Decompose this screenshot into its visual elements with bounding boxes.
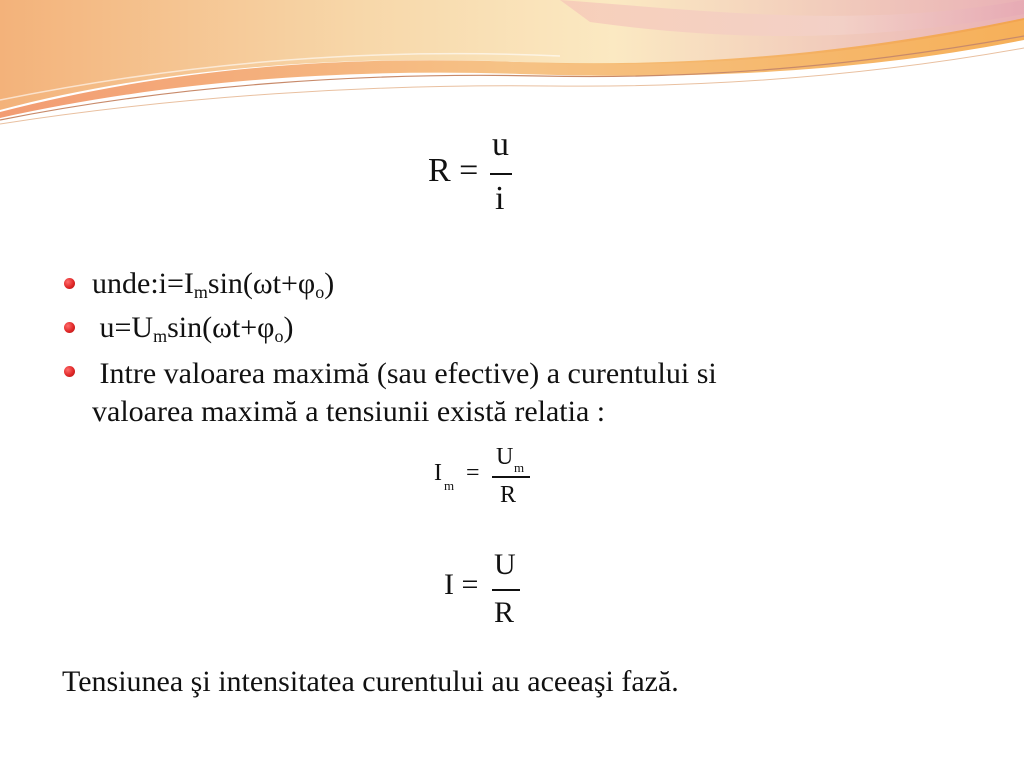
formula-current-denominator: R	[494, 596, 515, 629]
bullet-current-prefix: unde:i=I	[92, 267, 194, 300]
formula-resistance	[428, 126, 528, 225]
formula-max-current-denominator: R	[500, 482, 517, 508]
bullet-item-voltage	[92, 310, 293, 346]
formula-current-numerator: U	[494, 548, 516, 581]
bullet-current-mid: sin(ωt+φ	[207, 267, 316, 300]
formula-max-current-lhs-sub: m	[444, 478, 455, 493]
bullet-current-sub-o: o	[315, 282, 325, 302]
formula-max-current-equals: =	[466, 460, 480, 486]
bullet-icon	[64, 278, 75, 289]
formula-max-current-num-base: U	[496, 444, 514, 470]
bullet-voltage-sub-o: o	[274, 326, 284, 346]
bullet-voltage-sub-m: m	[153, 326, 168, 346]
formula-max-current-num-sub: m	[514, 460, 525, 475]
bullet-item-relation-line2: valoarea maximă a tensiunii există relatia :	[92, 395, 606, 428]
formula-max-current	[434, 444, 544, 514]
bullet-icon	[64, 322, 75, 333]
bullet-current-sub-m: m	[193, 282, 208, 302]
fraction-bar	[490, 173, 512, 175]
bullet-icon	[64, 366, 75, 377]
formula-resistance-numerator: u	[492, 126, 509, 163]
formula-current	[444, 546, 544, 636]
bullet-voltage-suffix: )	[283, 311, 294, 344]
fraction-bar	[492, 589, 520, 591]
formula-max-current-lhs-base: I	[434, 460, 442, 486]
formula-resistance-denominator: i	[495, 180, 505, 217]
fraction-bar	[492, 476, 530, 478]
bullet-item-relation-line1: Intre valoarea maximă (sau efective) a curentului si	[92, 357, 717, 390]
conclusion-text: Tensiunea şi intensitatea curentului au aceeaşi fază.	[62, 665, 679, 698]
bullet-voltage-mid: sin(ωt+φ	[167, 311, 275, 344]
header-swoosh-decoration	[0, 0, 1024, 130]
formula-current-lhs: I =	[444, 568, 479, 601]
bullet-voltage-prefix: u=U	[92, 311, 154, 344]
formula-resistance-lhs: R =	[428, 152, 479, 189]
bullet-item-current	[92, 266, 334, 302]
bullet-current-suffix: )	[324, 267, 335, 300]
